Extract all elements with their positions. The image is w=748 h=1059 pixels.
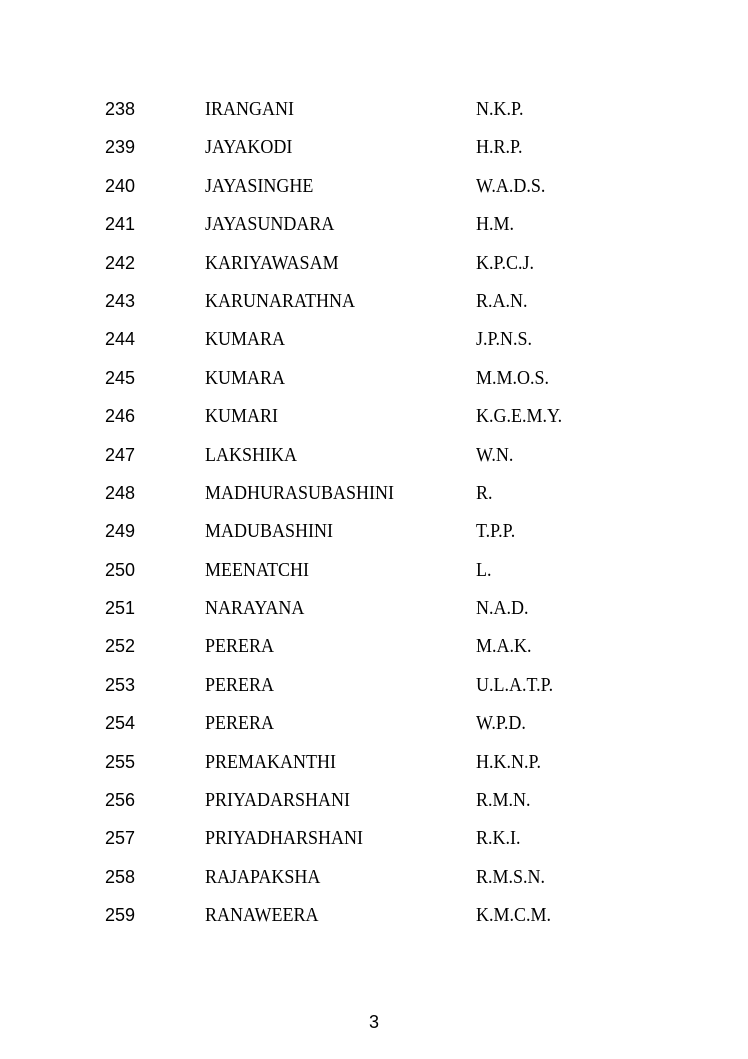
entry-initials: N.K.P. — [476, 98, 524, 120]
entry-number: 244 — [105, 329, 136, 350]
entry-initials: T.P.P. — [476, 520, 516, 543]
entry-initials: R.M.N. — [476, 789, 531, 812]
entry-initials: K.G.E.M.Y. — [476, 405, 563, 428]
entry-initials: R.A.N. — [476, 289, 528, 312]
entry-initials: H.R.P. — [476, 136, 523, 159]
entry-surname: JAYASUNDARA — [205, 213, 335, 236]
entry-number: 256 — [105, 790, 136, 811]
entry-initials: N.A.D. — [476, 597, 529, 620]
entry-surname: PRIYADHARSHANI — [205, 827, 364, 850]
entry-number: 241 — [105, 214, 136, 235]
entry-surname: MEENATCHI — [205, 558, 309, 581]
entry-number: 238 — [105, 99, 136, 119]
entry-surname: NARAYANA — [205, 597, 305, 620]
entry-surname: MADUBASHINI — [205, 520, 334, 543]
list-item — [0, 551, 748, 589]
list-item — [0, 397, 748, 435]
list-item — [0, 819, 748, 857]
entry-surname: PERERA — [205, 673, 275, 696]
entry-number: 257 — [105, 828, 136, 849]
entry-initials: W.A.D.S. — [476, 174, 546, 197]
entry-surname: RAJAPAKSHA — [205, 865, 321, 888]
entry-initials: K.M.C.M. — [476, 904, 552, 927]
page-number: 3 — [368, 1012, 379, 1032]
entry-initials: L. — [476, 558, 492, 581]
entry-initials: R. — [476, 481, 493, 504]
list-item — [0, 512, 748, 550]
list-item — [0, 90, 748, 128]
entry-surname: KUMARI — [205, 405, 279, 428]
list-item — [0, 589, 748, 627]
list-item — [0, 896, 748, 934]
entry-surname: PREMAKANTHI — [205, 750, 337, 773]
entry-initials: J.P.N.S. — [476, 328, 533, 351]
entry-number: 254 — [105, 713, 136, 734]
name-list — [0, 90, 748, 935]
entry-surname: KARIYAWASAM — [205, 251, 339, 274]
list-item — [0, 781, 748, 819]
entry-initials: R.M.S.N. — [476, 865, 546, 888]
entry-number: 239 — [105, 137, 136, 158]
entry-surname: JAYASINGHE — [205, 174, 314, 197]
entry-number: 247 — [105, 444, 136, 465]
entry-number: 258 — [105, 866, 136, 887]
entry-surname: PERERA — [205, 712, 275, 735]
list-item — [0, 244, 748, 282]
entry-initials: U.L.A.T.P. — [476, 673, 554, 696]
entry-number: 240 — [105, 175, 136, 196]
entry-number: 243 — [105, 290, 136, 311]
entry-surname: MADHURASUBASHINI — [205, 481, 395, 504]
list-item — [0, 743, 748, 781]
entry-surname: IRANGANI — [205, 98, 295, 120]
list-item — [0, 436, 748, 474]
entry-surname: KUMARA — [205, 328, 286, 351]
entry-surname: KARUNARATHNA — [205, 289, 356, 312]
entry-initials: M.M.O.S. — [476, 366, 550, 389]
entry-initials: K.P.C.J. — [476, 251, 535, 274]
entry-surname: LAKSHIKA — [205, 443, 297, 466]
entry-number: 249 — [105, 521, 136, 542]
list-item — [0, 627, 748, 665]
entry-surname: KUMARA — [205, 366, 286, 389]
entry-number: 255 — [105, 751, 136, 772]
list-item — [0, 474, 748, 512]
entry-number: 242 — [105, 252, 136, 273]
entry-initials: W.N. — [476, 443, 514, 466]
entry-number: 245 — [105, 367, 136, 388]
entry-initials: H.M. — [476, 213, 515, 236]
list-item — [0, 320, 748, 358]
list-item — [0, 205, 748, 243]
entry-number: 253 — [105, 674, 136, 695]
list-item — [0, 128, 748, 166]
entry-initials: M.A.K. — [476, 635, 532, 658]
entry-surname: PERERA — [205, 635, 275, 658]
entry-initials: W.P.D. — [476, 712, 526, 735]
entry-number: 250 — [105, 559, 136, 580]
entry-surname: RANAWEERA — [205, 904, 319, 927]
list-item — [0, 282, 748, 320]
entry-number: 259 — [105, 905, 136, 926]
entry-initials: R.K.I. — [476, 827, 521, 850]
list-item — [0, 167, 748, 205]
list-item — [0, 704, 748, 742]
entry-number: 252 — [105, 636, 136, 657]
list-item — [0, 359, 748, 397]
entry-number: 248 — [105, 482, 136, 503]
list-item — [0, 666, 748, 704]
list-item — [0, 858, 748, 896]
entry-number: 246 — [105, 406, 136, 427]
entry-initials: H.K.N.P. — [476, 750, 542, 773]
entry-surname: JAYAKODI — [205, 136, 293, 159]
entry-surname: PRIYADARSHANI — [205, 789, 351, 812]
entry-number: 251 — [105, 598, 136, 619]
